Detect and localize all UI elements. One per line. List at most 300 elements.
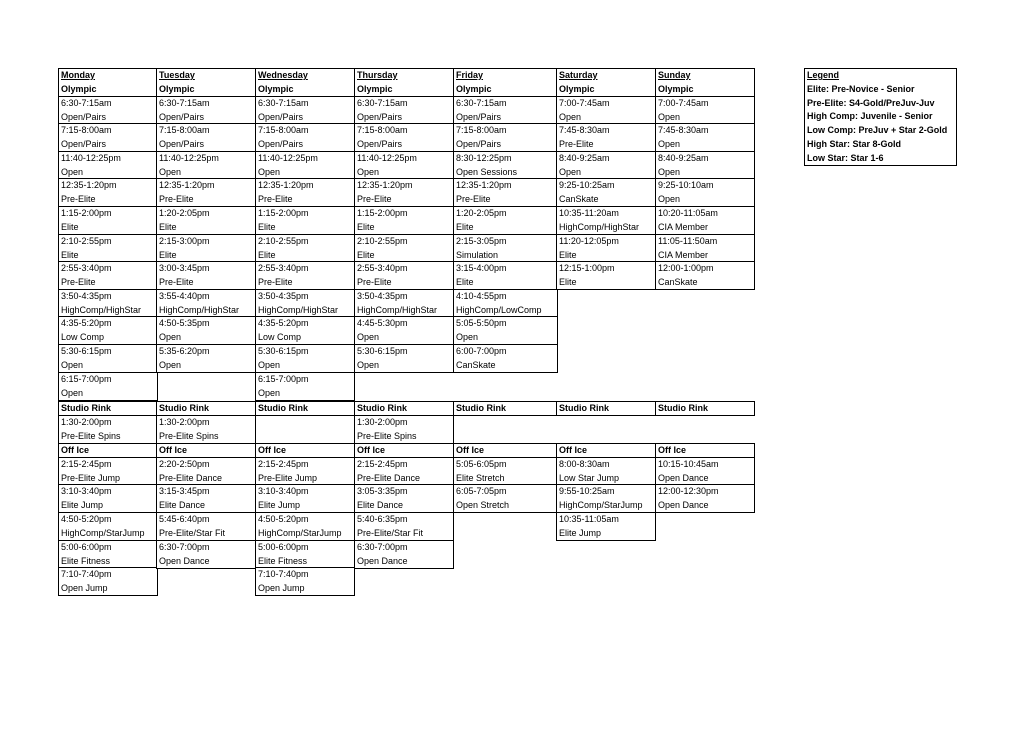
session-group: Pre-Elite Spins xyxy=(357,430,417,441)
rink-label-studio: Studio Rink xyxy=(159,403,209,413)
session-cell xyxy=(255,151,355,180)
session-cell xyxy=(453,178,558,207)
session-cell xyxy=(156,206,256,235)
studio-rink-header xyxy=(453,401,558,416)
session-time: 8:40-9:25am xyxy=(559,153,610,163)
session-cell xyxy=(58,415,158,444)
session-group: Open xyxy=(61,359,84,370)
rink-label-olympic: Olympic xyxy=(456,83,492,94)
session-group: HighComp/StarJump xyxy=(61,527,145,538)
session-group: Open/Pairs xyxy=(456,138,502,149)
legend-item: High Comp: Juvenile - Senior xyxy=(807,111,933,122)
session-cell xyxy=(156,261,256,290)
session-group: Open Jump xyxy=(61,582,108,593)
session-cell xyxy=(453,96,558,125)
session-group: Open xyxy=(658,138,681,149)
session-group: CanSkate xyxy=(559,193,599,204)
session-time: 6:30-7:15am xyxy=(456,98,507,108)
session-time: 2:10-2:55pm xyxy=(61,236,112,246)
session-time: 12:35-1:20pm xyxy=(258,180,314,190)
session-group: Open Sessions xyxy=(456,166,518,177)
session-group: Low Comp xyxy=(258,331,302,342)
session-time: 3:50-4:35pm xyxy=(61,291,112,301)
session-cell xyxy=(255,96,355,125)
session-cell xyxy=(255,512,355,541)
session-time: 8:30-12:25pm xyxy=(456,153,512,163)
session-time: 11:05-11:50am xyxy=(658,236,718,246)
rink-label-studio: Studio Rink xyxy=(559,403,609,413)
session-cell xyxy=(354,457,454,486)
day-header-cell xyxy=(655,68,755,97)
session-group: Open/Pairs xyxy=(61,138,107,149)
session-group: Simulation xyxy=(456,249,499,260)
session-group: Open Dance xyxy=(357,555,408,566)
session-time: 5:45-6:40pm xyxy=(159,514,210,524)
session-cell xyxy=(556,151,656,180)
session-time: 5:30-6:15pm xyxy=(357,346,408,356)
session-group: HighComp/HighStar xyxy=(61,304,142,315)
session-cell xyxy=(58,289,158,318)
session-cell xyxy=(354,151,454,180)
session-time: 3:55-4:40pm xyxy=(159,291,210,301)
session-cell xyxy=(655,484,755,513)
session-cell xyxy=(58,372,158,401)
session-group: Elite Jump xyxy=(61,499,104,510)
session-time: 2:15-3:05pm xyxy=(456,236,507,246)
session-group: Elite xyxy=(61,221,79,232)
studio-rink-header xyxy=(156,401,256,416)
session-time: 4:35-5:20pm xyxy=(258,318,309,328)
session-cell xyxy=(156,178,256,207)
session-cell xyxy=(156,512,256,541)
session-cell xyxy=(354,178,454,207)
rink-label-olympic: Olympic xyxy=(61,83,97,94)
session-cell xyxy=(255,206,355,235)
day-header-cell xyxy=(354,68,454,97)
session-time: 5:05-5:50pm xyxy=(456,318,507,328)
session-group: Elite Dance xyxy=(357,499,404,510)
session-group: Open xyxy=(658,193,681,204)
session-group: Pre-Elite xyxy=(159,276,194,287)
session-group: Open Dance xyxy=(159,555,210,566)
session-cell xyxy=(156,289,256,318)
session-group: Elite Fitness xyxy=(258,555,308,566)
off-ice-header xyxy=(354,443,454,458)
rink-label-olympic: Olympic xyxy=(658,83,694,94)
session-time: 12:00-1:00pm xyxy=(658,263,714,273)
session-group: Open xyxy=(159,331,182,342)
session-group: HighComp/StarJump xyxy=(559,499,643,510)
session-cell xyxy=(354,96,454,125)
session-group: Pre-Elite xyxy=(357,276,392,287)
session-group: Open xyxy=(61,166,84,177)
session-group: Elite xyxy=(159,221,177,232)
session-cell xyxy=(255,123,355,152)
session-time: 6:30-7:15am xyxy=(258,98,309,108)
session-group: Pre-Elite/Star Fit xyxy=(357,527,424,538)
session-group: Open xyxy=(258,387,281,398)
session-cell xyxy=(556,512,656,541)
rink-label-olympic: Olympic xyxy=(357,83,393,94)
session-time: 7:00-7:45am xyxy=(559,98,610,108)
rink-label-olympic: Olympic xyxy=(559,83,595,94)
rink-label-studio: Studio Rink xyxy=(456,403,506,413)
session-time: 1:30-2:00pm xyxy=(357,417,408,427)
session-cell xyxy=(354,415,454,444)
session-time: 5:00-6:00pm xyxy=(61,542,112,552)
rink-label-off-ice: Off Ice xyxy=(258,445,287,455)
session-group: Elite xyxy=(258,249,276,260)
day-name: Monday xyxy=(61,70,96,80)
session-group: Pre-Elite xyxy=(456,193,491,204)
studio-rink-header xyxy=(556,401,656,416)
session-cell xyxy=(255,372,355,401)
session-group: Low Star Jump xyxy=(559,472,620,483)
session-cell xyxy=(453,316,558,345)
session-group: Open/Pairs xyxy=(61,111,107,122)
session-cell xyxy=(354,206,454,235)
session-time: 4:50-5:20pm xyxy=(61,514,112,524)
session-group: Elite xyxy=(258,221,276,232)
session-group: Open/Pairs xyxy=(159,111,205,122)
session-time: 12:35-1:20pm xyxy=(61,180,117,190)
session-cell xyxy=(655,151,755,180)
session-group: Open xyxy=(658,166,681,177)
session-time: 5:30-6:15pm xyxy=(61,346,112,356)
session-time: 12:35-1:20pm xyxy=(456,180,512,190)
session-cell xyxy=(156,540,256,569)
session-cell xyxy=(156,484,256,513)
session-cell xyxy=(453,289,558,318)
session-cell xyxy=(354,123,454,152)
session-time: 7:15-8:00am xyxy=(258,125,309,135)
legend-item: High Star: Star 8-Gold xyxy=(807,138,902,149)
session-group: HighComp/HighStar xyxy=(559,221,640,232)
session-group: HighComp/HighStar xyxy=(159,304,240,315)
session-group: CIA Member xyxy=(658,221,709,232)
session-time: 11:40-12:25pm xyxy=(61,153,121,163)
session-time: 4:10-4:55pm xyxy=(456,291,507,301)
session-group: Elite xyxy=(559,276,577,287)
session-cell xyxy=(453,206,558,235)
session-cell xyxy=(556,484,656,513)
session-group: Open xyxy=(559,166,582,177)
session-group: Pre-Elite/Star Fit xyxy=(159,527,226,538)
session-time: 3:50-4:35pm xyxy=(357,291,408,301)
session-time: 7:10-7:40pm xyxy=(258,569,309,579)
session-group: Elite xyxy=(61,249,79,260)
session-group: Elite xyxy=(456,276,474,287)
session-time: 2:15-2:45pm xyxy=(258,459,309,469)
session-time: 7:15-8:00am xyxy=(61,125,112,135)
session-time: 11:40-12:25pm xyxy=(159,153,219,163)
session-cell xyxy=(58,344,158,373)
session-time: 2:15-2:45pm xyxy=(357,459,408,469)
session-group: Elite xyxy=(559,249,577,260)
session-group: Open/Pairs xyxy=(456,111,502,122)
session-group: Open Stretch xyxy=(456,499,510,510)
session-time: 2:20-2:50pm xyxy=(159,459,210,469)
session-group: Pre-Elite Dance xyxy=(159,472,223,483)
session-time: 12:15-1:00pm xyxy=(559,263,615,273)
session-time: 3:10-3:40pm xyxy=(61,486,112,496)
session-group: Elite xyxy=(159,249,177,260)
session-time: 1:15-2:00pm xyxy=(61,208,112,218)
rink-label-studio: Studio Rink xyxy=(357,403,407,413)
session-time: 5:30-6:15pm xyxy=(258,346,309,356)
session-group: Elite xyxy=(357,221,375,232)
session-group: Pre-Elite xyxy=(559,138,594,149)
session-time: 1:30-2:00pm xyxy=(61,417,112,427)
session-group: Elite Dance xyxy=(159,499,206,510)
session-cell xyxy=(58,234,158,263)
session-time: 8:00-8:30am xyxy=(559,459,610,469)
session-time: 3:10-3:40pm xyxy=(258,486,309,496)
session-time: 3:50-4:35pm xyxy=(258,291,309,301)
session-cell xyxy=(156,415,256,444)
session-time: 5:00-6:00pm xyxy=(258,542,309,552)
session-time: 6:00-7:00pm xyxy=(456,346,507,356)
session-time: 5:35-6:20pm xyxy=(159,346,210,356)
rink-label-studio: Studio Rink xyxy=(61,403,111,413)
session-cell xyxy=(255,289,355,318)
session-cell xyxy=(156,151,256,180)
session-group: Pre-Elite xyxy=(61,193,96,204)
off-ice-header xyxy=(156,443,256,458)
session-group: Elite Fitness xyxy=(61,555,111,566)
session-cell xyxy=(655,96,755,125)
session-cell xyxy=(453,151,558,180)
session-cell xyxy=(58,206,158,235)
session-cell xyxy=(655,123,755,152)
session-time: 5:05-6:05pm xyxy=(456,459,507,469)
session-time: 12:35-1:20pm xyxy=(357,180,413,190)
session-time: 6:15-7:00pm xyxy=(61,374,112,384)
rink-label-olympic: Olympic xyxy=(159,83,195,94)
session-group: Elite Stretch xyxy=(456,472,505,483)
session-time: 5:40-6:35pm xyxy=(357,514,408,524)
session-time: 1:15-2:00pm xyxy=(258,208,309,218)
session-cell xyxy=(354,344,454,373)
session-time: 2:55-3:40pm xyxy=(61,263,112,273)
session-time: 4:35-5:20pm xyxy=(61,318,112,328)
session-time: 2:15-3:00pm xyxy=(159,236,210,246)
session-group: Pre-Elite xyxy=(357,193,392,204)
session-cell xyxy=(58,512,158,541)
session-cell xyxy=(58,567,158,596)
session-cell xyxy=(556,457,656,486)
session-time: 6:30-7:15am xyxy=(61,98,112,108)
session-time: 8:40-9:25am xyxy=(658,153,709,163)
rink-label-off-ice: Off Ice xyxy=(61,445,90,455)
session-cell xyxy=(655,457,755,486)
session-cell xyxy=(156,457,256,486)
session-time: 12:35-1:20pm xyxy=(159,180,215,190)
session-time: 9:25-10:25am xyxy=(559,180,615,190)
session-cell xyxy=(255,261,355,290)
session-group: Low Comp xyxy=(61,331,105,342)
session-group: Open Jump xyxy=(258,582,305,593)
session-time: 11:20-12:05pm xyxy=(559,236,619,246)
rink-label-off-ice: Off Ice xyxy=(658,445,687,455)
session-cell xyxy=(255,344,355,373)
session-time: 1:20-2:05pm xyxy=(159,208,210,218)
session-cell xyxy=(556,234,656,263)
session-cell xyxy=(453,123,558,152)
session-cell xyxy=(255,234,355,263)
session-group: CanSkate xyxy=(658,276,698,287)
session-group: HighComp/HighStar xyxy=(357,304,438,315)
session-cell xyxy=(556,261,656,290)
session-time: 4:50-5:35pm xyxy=(159,318,210,328)
session-time: 6:15-7:00pm xyxy=(258,374,309,384)
session-group: Open/Pairs xyxy=(258,138,304,149)
session-cell xyxy=(255,178,355,207)
session-group: Open xyxy=(61,387,84,398)
studio-rink-header xyxy=(354,401,454,416)
rink-label-off-ice: Off Ice xyxy=(159,445,188,455)
session-time: 6:30-7:15am xyxy=(357,98,408,108)
session-group: Open/Pairs xyxy=(357,138,403,149)
session-group: HighComp/LowComp xyxy=(456,304,542,315)
legend-box xyxy=(804,68,957,166)
session-time: 7:00-7:45am xyxy=(658,98,709,108)
legend-item: Low Star: Star 1-6 xyxy=(807,152,884,163)
session-cell xyxy=(58,151,158,180)
session-cell xyxy=(655,178,755,207)
session-time: 4:50-5:20pm xyxy=(258,514,309,524)
session-cell xyxy=(58,484,158,513)
session-time: 7:15-8:00am xyxy=(456,125,507,135)
session-time: 3:15-3:45pm xyxy=(159,486,210,496)
session-cell xyxy=(453,457,558,486)
session-group: Pre-Elite xyxy=(159,193,194,204)
session-group: Pre-Elite Dance xyxy=(357,472,421,483)
session-time: 2:55-3:40pm xyxy=(357,263,408,273)
session-cell xyxy=(354,261,454,290)
off-ice-header xyxy=(58,443,158,458)
session-time: 2:15-2:45pm xyxy=(61,459,112,469)
session-group: Open xyxy=(159,166,182,177)
session-cell xyxy=(156,96,256,125)
session-cell xyxy=(354,484,454,513)
session-group: Pre-Elite Spins xyxy=(61,430,121,441)
session-time: 9:25-10:10am xyxy=(658,180,714,190)
session-group: Pre-Elite Spins xyxy=(159,430,219,441)
session-time: 6:30-7:00pm xyxy=(357,542,408,552)
session-time: 1:20-2:05pm xyxy=(456,208,507,218)
session-group: HighComp/StarJump xyxy=(258,527,342,538)
session-cell xyxy=(255,316,355,345)
session-group: Elite Jump xyxy=(559,527,602,538)
day-header-cell xyxy=(156,68,256,97)
session-time: 9:55-10:25am xyxy=(559,486,615,496)
session-group: CIA Member xyxy=(658,249,709,260)
session-time: 2:55-3:40pm xyxy=(258,263,309,273)
session-cell xyxy=(556,206,656,235)
session-cell xyxy=(354,540,454,569)
session-time: 2:10-2:55pm xyxy=(357,236,408,246)
session-cell xyxy=(255,567,355,596)
session-cell xyxy=(58,457,158,486)
session-group: Open xyxy=(258,359,281,370)
session-group: HighComp/HighStar xyxy=(258,304,339,315)
session-group: Open Dance xyxy=(658,499,709,510)
rink-label-olympic: Olympic xyxy=(258,83,294,94)
rink-label-studio: Studio Rink xyxy=(258,403,308,413)
off-ice-header xyxy=(255,443,355,458)
session-time: 3:15-4:00pm xyxy=(456,263,507,273)
legend-item: Pre-Elite: S4-Gold/PreJuv-Juv xyxy=(807,97,935,108)
session-cell xyxy=(58,178,158,207)
session-time: 6:30-7:15am xyxy=(159,98,210,108)
session-cell xyxy=(58,96,158,125)
session-cell xyxy=(453,261,558,290)
session-group: Pre-Elite xyxy=(258,276,293,287)
session-group: Open xyxy=(159,359,182,370)
session-cell xyxy=(556,123,656,152)
rink-label-off-ice: Off Ice xyxy=(559,445,588,455)
session-cell xyxy=(255,540,355,569)
session-cell xyxy=(58,316,158,345)
session-cell xyxy=(354,234,454,263)
session-time: 11:40-12:25pm xyxy=(357,153,417,163)
session-time: 7:15-8:00am xyxy=(159,125,210,135)
session-group: Elite xyxy=(456,221,474,232)
session-cell xyxy=(556,178,656,207)
session-group: Open/Pairs xyxy=(159,138,205,149)
session-cell xyxy=(255,484,355,513)
session-time: 12:00-12:30pm xyxy=(658,486,719,496)
session-time: 11:40-12:25pm xyxy=(258,153,318,163)
session-time: 1:30-2:00pm xyxy=(159,417,210,427)
session-time: 10:15-10:45am xyxy=(658,459,719,469)
session-time: 7:15-8:00am xyxy=(357,125,408,135)
session-time: 6:05-7:05pm xyxy=(456,486,507,496)
session-cell xyxy=(453,344,558,373)
session-cell xyxy=(58,261,158,290)
session-time: 1:15-2:00pm xyxy=(357,208,408,218)
session-group: Open xyxy=(357,166,380,177)
session-group: CanSkate xyxy=(456,359,496,370)
session-group: Open xyxy=(456,331,479,342)
session-group: Pre-Elite xyxy=(61,276,96,287)
legend-item: Elite: Pre-Novice - Senior xyxy=(807,83,915,94)
day-name: Wednesday xyxy=(258,70,308,80)
session-cell xyxy=(156,344,256,373)
session-time: 4:45-5:30pm xyxy=(357,318,408,328)
session-group: Pre-Elite Jump xyxy=(258,472,318,483)
session-group: Open xyxy=(258,166,281,177)
day-name: Saturday xyxy=(559,70,598,80)
session-cell xyxy=(354,512,454,541)
session-cell xyxy=(354,289,454,318)
session-cell xyxy=(453,484,558,513)
studio-rink-header xyxy=(255,401,355,416)
session-time: 2:10-2:55pm xyxy=(258,236,309,246)
off-ice-header xyxy=(453,443,558,458)
session-cell xyxy=(156,123,256,152)
session-cell xyxy=(655,234,755,263)
rink-label-off-ice: Off Ice xyxy=(357,445,386,455)
legend-title: Legend xyxy=(807,70,840,80)
rink-label-studio: Studio Rink xyxy=(658,403,708,413)
session-time: 10:35-11:20am xyxy=(559,208,619,218)
session-cell xyxy=(453,234,558,263)
day-header-cell xyxy=(255,68,355,97)
day-name: Tuesday xyxy=(159,70,195,80)
session-cell xyxy=(255,457,355,486)
